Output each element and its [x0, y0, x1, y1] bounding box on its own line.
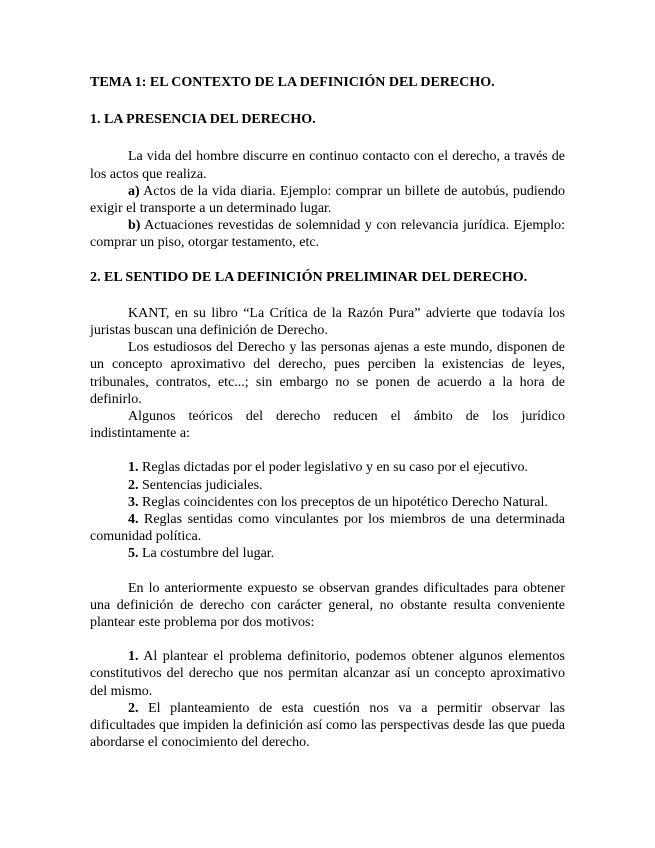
list-text: Reglas dictadas por el poder legislativo y en su caso por el ejecutivo.: [138, 460, 529, 476]
reason-item-2: [90, 700, 565, 752]
item-marker: a): [128, 183, 140, 199]
section-1-item-b: [90, 217, 565, 251]
reason-marker: 1.: [128, 649, 139, 665]
item-marker: b): [128, 218, 141, 234]
list-marker: 1.: [128, 460, 139, 476]
list-item-1: [90, 459, 565, 476]
item-text: Actos de la vida diaria. Ejemplo: comprar un billete de autobús, pudiendo exigir el transporte a un determinado lugar.: [90, 183, 565, 217]
reason-marker: 2.: [128, 700, 139, 716]
section-1-item-a: [90, 183, 565, 217]
item-text: Actuaciones revestidas de solemnidad y con relevancia jurídica. Ejemplo: comprar un piso, otorgar testamento, etc.: [90, 218, 565, 251]
list-text: Sentencias judiciales.: [138, 477, 263, 493]
list-marker: 3.: [128, 494, 139, 510]
section-2-paragraph-kant: KANT, en su libro “La Crítica de la Razón Pura” advierte que todavía los juristas buscan una definición de Derecho.: [90, 305, 565, 339]
list-item-5: [90, 545, 565, 562]
spacer: [90, 442, 565, 459]
list-item-2: [90, 477, 565, 494]
list-text: Reglas coincidentes con los preceptos de un hipotético Derecho Natural.: [138, 494, 548, 510]
section-2-paragraph-estudiosos: Los estudiosos del Derecho y las personas ajenas a este mundo, disponen de un concepto aproximativo del derecho, pues perciben la existencias de leyes, tribunales, contratos, etc...; sin embargo no se ponen de acuerdo a la hora de definirlo.: [90, 340, 565, 407]
section-2-heading: 2. EL SENTIDO DE LA DEFINICIÓN PRELIMINAR DEL DERECHO.: [90, 269, 528, 285]
section-2-paragraph-teoricos: Algunos teóricos del derecho reducen el ámbito de los jurídico indistintamente a:: [90, 409, 565, 442]
section-1-intro: La vida del hombre discurre en continuo contacto con el derecho, a través de los actos que realiza.: [90, 149, 565, 182]
list-marker: 5.: [128, 546, 139, 562]
reason-item-1: [90, 648, 565, 700]
spacer: [90, 563, 565, 580]
reason-text: Al plantear el problema definitorio, podemos obtener algunos elementos constitutivos del derecho que nos permitan alcanzar así un concepto aproximativo del mismo.: [90, 649, 565, 699]
list-marker: 4.: [128, 512, 139, 528]
list-text: La costumbre del lugar.: [138, 546, 275, 562]
list-text: Reglas sentidas como vinculantes por los miembros de una determinada comunidad política.: [90, 512, 565, 545]
reason-text: El planteamiento de esta cuestión nos va a permitir observar las dificultades que impiden la definición así como las perspectivas desde las que pueda abordarse el conocimiento del derecho.: [90, 700, 565, 751]
list-item-4: [90, 511, 565, 545]
document-title: TEMA 1: EL CONTEXTO DE LA DEFINICIÓN DEL DERECHO.: [90, 75, 495, 90]
list-marker: 2.: [128, 477, 139, 493]
section-2-conclusion: En lo anteriormente expuesto se observan grandes dificultades para obtener una definición de derecho con carácter general, no obstante resulta conveniente plantear este problema por dos motivos:: [90, 580, 565, 631]
spacer: [90, 631, 565, 648]
list-item-3: [90, 494, 565, 511]
section-1-heading: 1. LA PRESENCIA DEL DERECHO.: [90, 112, 316, 128]
